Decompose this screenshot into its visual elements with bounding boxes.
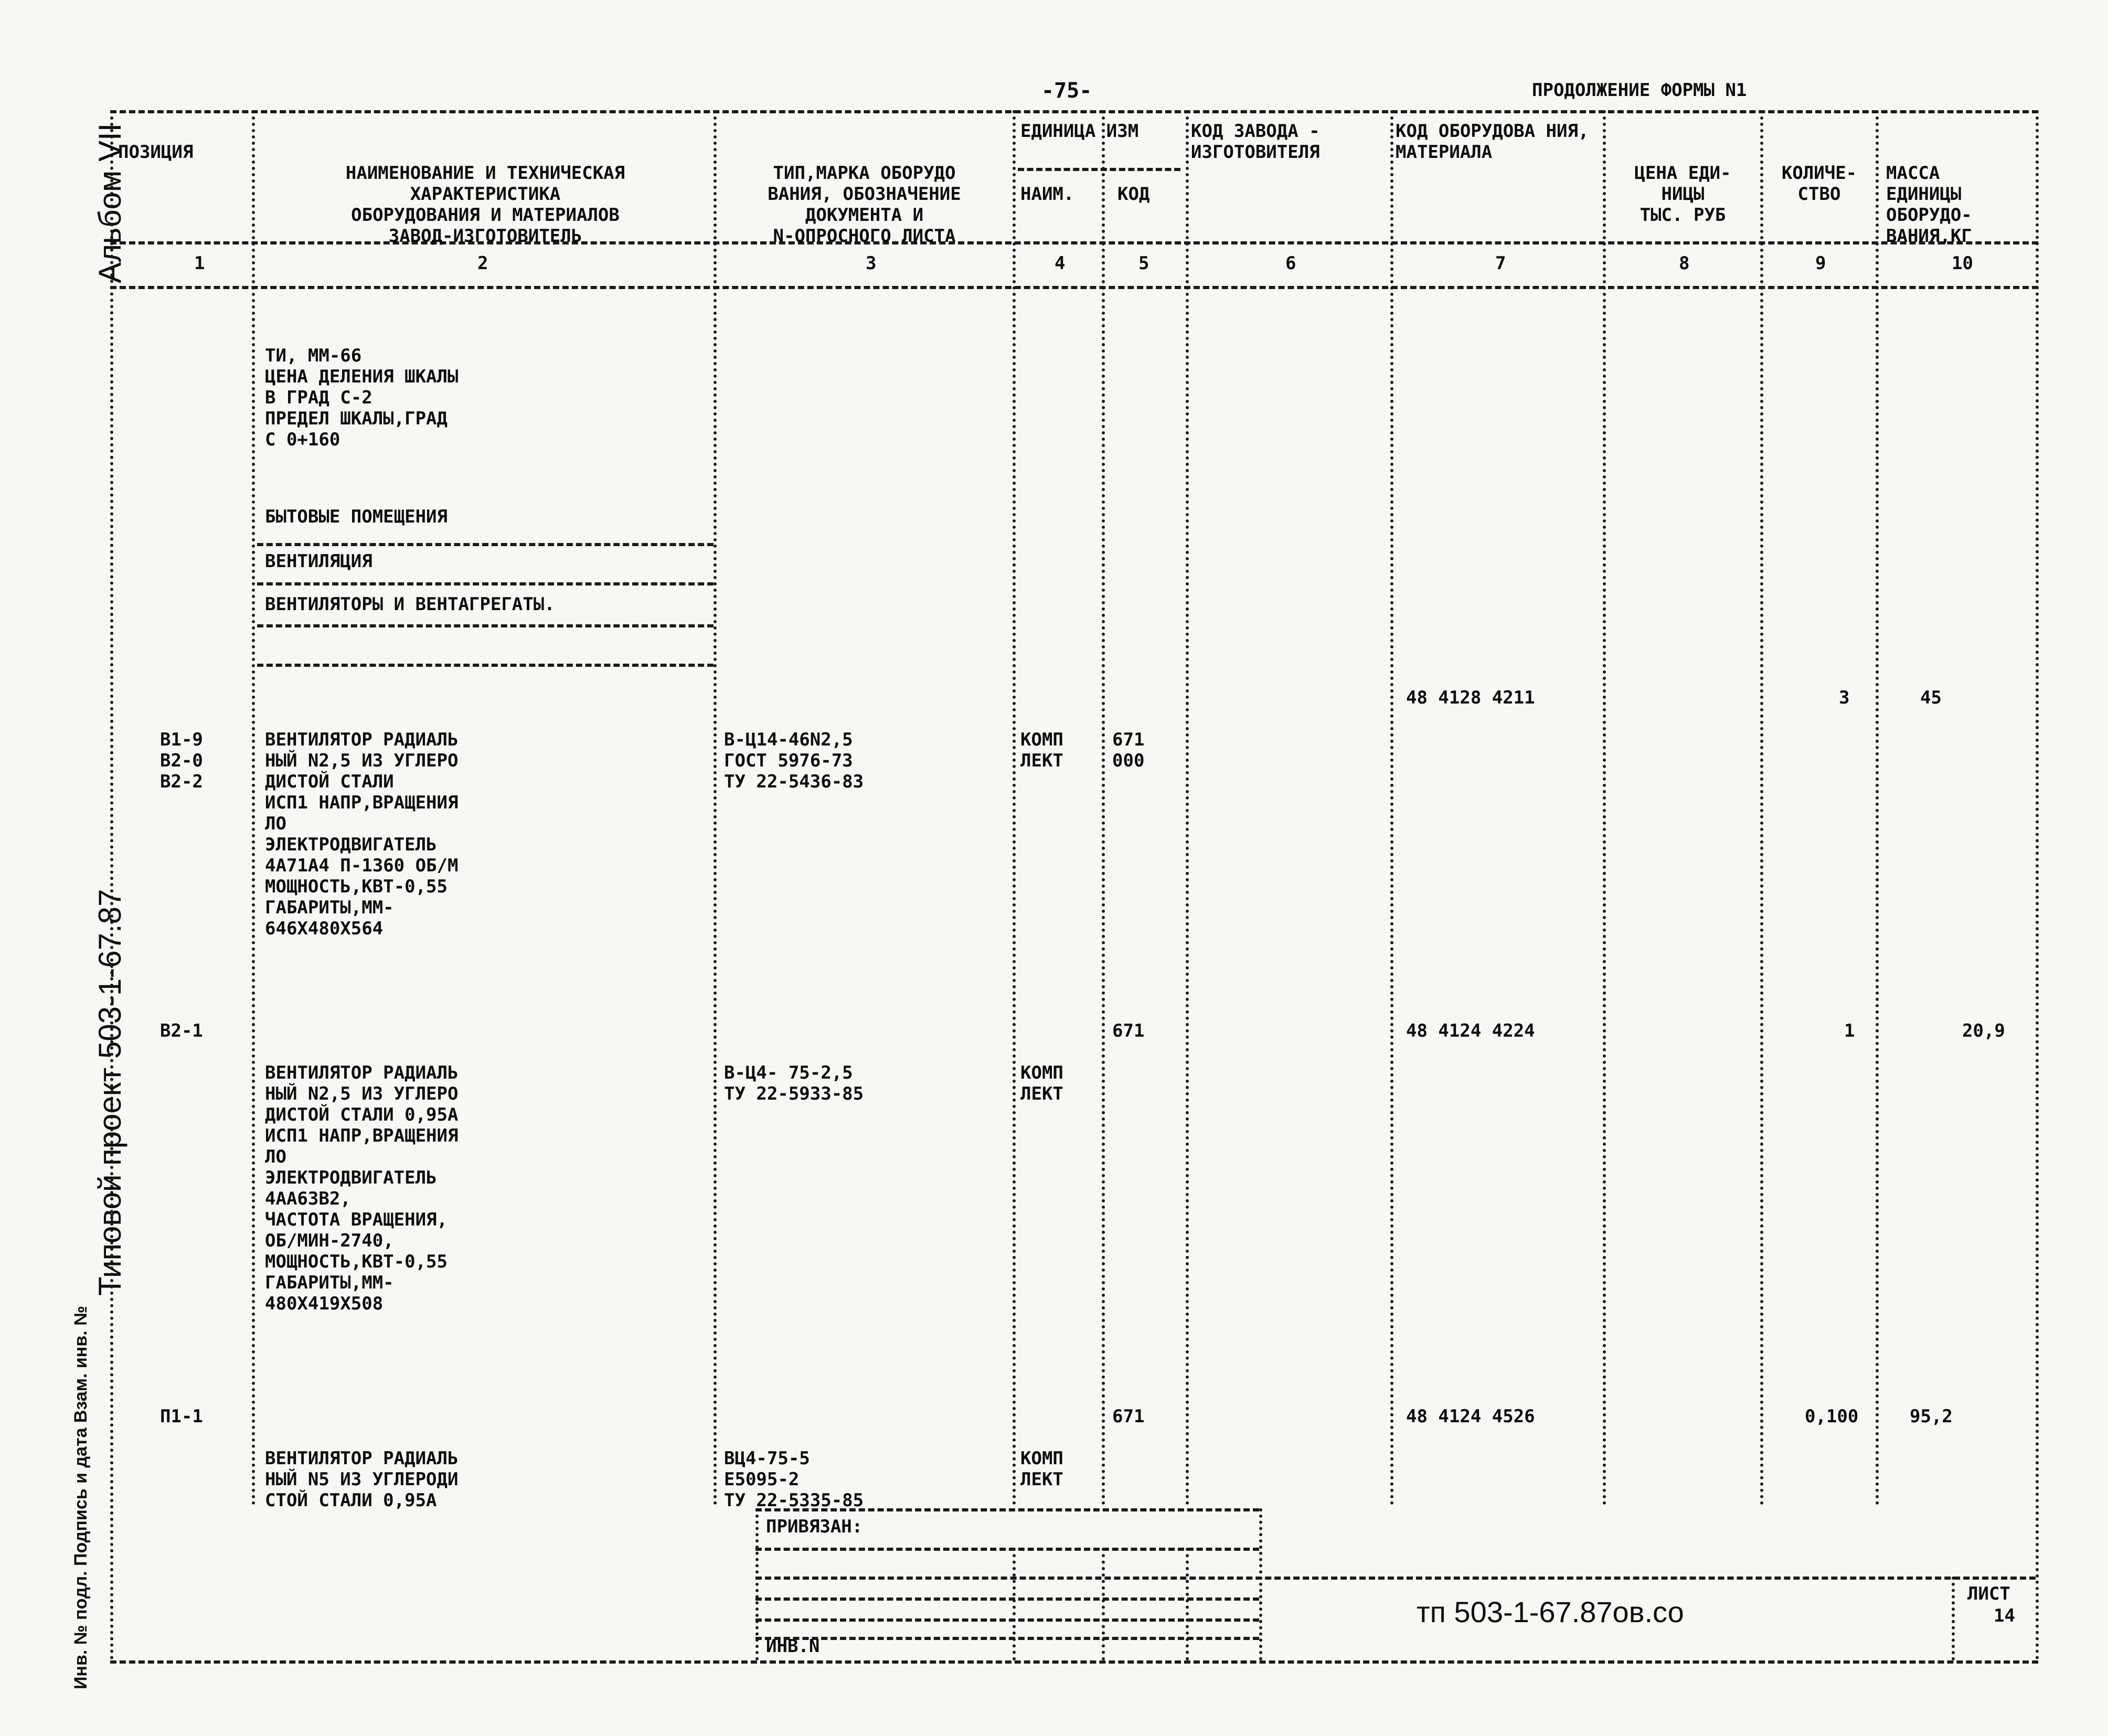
col-rule-7: [1603, 110, 1606, 1506]
row1-unit: КОМП ЛЕКТ: [1020, 729, 1063, 771]
row3-quantity: 0,100: [1805, 1406, 1859, 1427]
row2-code: 671: [1112, 1020, 1145, 1041]
intro-text: ТИ, ММ-66 ЦЕНА ДЕЛЕНИЯ ШКАЛЫ В ГРАД С-2 ПРЕДЕЛ ШКАЛЫ,ГРАД С 0+160: [265, 345, 459, 450]
colnum-10: 10: [1952, 253, 1973, 274]
side-album: Альбом VII: [92, 123, 127, 283]
colnum-3: 3: [866, 253, 877, 274]
row3-unit: КОМП ЛЕКТ: [1020, 1448, 1063, 1490]
colnum-7: 7: [1495, 253, 1506, 274]
section-rule-2: [257, 624, 714, 627]
stamp-vrule-d: [1186, 1548, 1189, 1660]
side-project: Типовой проект 503-1-67.87: [92, 889, 127, 1296]
header-unit-code: КОД: [1117, 184, 1150, 205]
row1-equipment-code: 48 4128 4211: [1406, 687, 1535, 708]
row3-type: ВЦ4-75-5 Е5095-2 ТУ 22-5335-85: [724, 1448, 864, 1511]
rule-unit-split: [1018, 168, 1180, 171]
col-rule-10: [2036, 110, 2039, 1660]
stamp-vrule-b: [1013, 1548, 1016, 1660]
row3-position: П1-1: [160, 1406, 203, 1427]
header-type: ТИП,МАРКА ОБОРУДО ВАНИЯ, ОБОЗНАЧЕНИЕ ДОКУМЕНТА И N-ОПРОСНОГО ЛИСТА: [768, 163, 961, 247]
colnum-2: 2: [477, 253, 488, 274]
stamp-vrule-f: [1952, 1577, 1955, 1660]
colnum-1: 1: [194, 253, 205, 274]
rule-bottom: [110, 1660, 2038, 1664]
row2-name: ВЕНТИЛЯТОР РАДИАЛЬ НЫЙ N2,5 ИЗ УГЛЕРО ДИСТОЙ СТАЛИ 0,95А ИСП1 НАПР,ВРАЩЕНИЯ ЛО ЭЛЕКТРОДВИГАТЕЛЬ 4АА63В2, ЧАСТОТА ВРАЩЕНИЯ, ОБ/МИН-2740, МОЩНОСТЬ,КВТ-0,55 ГАБАРИТЫ,ММ- 480Х419Х508: [265, 1062, 459, 1314]
row3-code: 671: [1112, 1406, 1145, 1427]
document-code: тп 503-1-67.87ов.со: [1417, 1595, 1684, 1628]
row2-type: В-Ц4- 75-2,5 ТУ 22-5933-85: [724, 1062, 864, 1104]
row1-position: В1-9 В2-0 В2-2: [160, 729, 203, 792]
col-rule-9: [1876, 110, 1879, 1506]
stamp-rule-6: [755, 1637, 1259, 1640]
col-rule-3: [1013, 110, 1016, 1506]
page-number: -75-: [1041, 79, 1092, 103]
stamp-inv: ИНВ.N: [766, 1636, 820, 1657]
col-rule-1: [252, 110, 255, 1506]
section-rule-3: [257, 664, 714, 667]
row1-type: В-Ц14-46N2,5 ГОСТ 5976-73 ТУ 22-5436-83: [724, 729, 864, 792]
row2-position: В2-1: [160, 1020, 203, 1041]
header-manufacturer-code: КОД ЗАВОДА - ИЗГОТОВИТЕЛЯ: [1191, 121, 1320, 163]
stamp-rule-2: [755, 1548, 1259, 1551]
sheet-label: ЛИСТ: [1967, 1583, 2010, 1604]
col-rule-6: [1390, 110, 1393, 1506]
colnum-6: 6: [1285, 253, 1296, 274]
colnum-8: 8: [1679, 253, 1690, 274]
col-rule-8: [1760, 110, 1763, 1506]
stamp-linked: ПРИВЯЗАН:: [766, 1516, 863, 1537]
header-unit: ЕДИНИЦА ИЗМ: [1020, 121, 1139, 142]
stamp-rule-5: [755, 1618, 1259, 1622]
row2-unit: КОМП ЛЕКТ: [1020, 1062, 1063, 1104]
rule-top: [110, 110, 2038, 113]
header-mass: МАССА ЕДИНИЦЫ ОБОРУДО- ВАНИЯ,КГ: [1886, 163, 1972, 247]
row3-mass: 95,2: [1910, 1406, 1953, 1427]
header-name: НАИМЕНОВАНИЕ И ТЕХНИЧЕСКАЯ ХАРАКТЕРИСТИКА ОБОРУДОВАНИЯ И МАТЕРИАЛОВ ЗАВОД-ИЗГОТОВИТЕЛЬ: [345, 163, 625, 247]
stamp-rule-1: [755, 1508, 1259, 1511]
row1-mass: 45: [1920, 687, 1942, 708]
header-price: ЦЕНА ЕДИ- НИЦЫ ТЫС. РУБ: [1634, 163, 1731, 226]
section-household: БЫТОВЫЕ ПОМЕЩЕНИЯ: [265, 506, 448, 527]
row2-mass: 20,9: [1962, 1020, 2005, 1041]
col-rule-4: [1102, 110, 1105, 1506]
row3-equipment-code: 48 4124 4526: [1406, 1406, 1535, 1427]
colnum-9: 9: [1815, 253, 1826, 274]
header-equipment-code: КОД ОБОРУДОВА НИЯ, МАТЕРИАЛА: [1396, 121, 1589, 163]
colnum-5: 5: [1138, 253, 1149, 274]
stamp-vrule-c: [1102, 1548, 1105, 1660]
col-rule-2: [714, 110, 717, 1506]
section-fans: ВЕНТИЛЯТОРЫ И ВЕНТАГРЕГАТЫ.: [265, 594, 555, 615]
row1-quantity: 3: [1839, 687, 1850, 708]
section-rule-1b: [257, 582, 714, 585]
row1-name: ВЕНТИЛЯТОР РАДИАЛЬ НЫЙ N2,5 ИЗ УГЛЕРО ДИСТОЙ СТАЛИ ИСП1 НАПР,ВРАЩЕНИЯ ЛО ЭЛЕКТРОДВИГАТЕЛЬ 4А71А4 П-1360 ОБ/М МОЩНОСТЬ,КВТ-0,55 ГАБАРИТЫ,ММ- 646Х480Х564: [265, 729, 459, 939]
row2-equipment-code: 48 4124 4224: [1406, 1020, 1535, 1041]
header-quantity: КОЛИЧЕ- СТВО: [1781, 163, 1857, 205]
rule-under-numbers: [110, 286, 2038, 289]
stamp-rule-3: [755, 1577, 2036, 1580]
continuation-label: ПРОДОЛЖЕНИЕ ФОРМЫ N1: [1532, 80, 1747, 101]
header-position: ПОЗИЦИЯ: [118, 142, 194, 163]
row3-name: ВЕНТИЛЯТОР РАДИАЛЬ НЫЙ N5 ИЗ УГЛЕРОДИ СТОЙ СТАЛИ 0,95А: [265, 1448, 459, 1511]
stamp-vrule-a: [755, 1508, 759, 1660]
header-unit-name: НАИМ.: [1020, 184, 1074, 205]
col-rule-5: [1186, 110, 1189, 1506]
colnum-4: 4: [1055, 253, 1066, 274]
sheet-number: 14: [1994, 1605, 2015, 1626]
side-stamp: Инв. № подл. Подпись и дата Взам. инв. №: [71, 1305, 91, 1689]
stamp-rule-4: [755, 1597, 1259, 1601]
col-rule-0: [110, 110, 113, 1660]
row2-quantity: 1: [1844, 1020, 1855, 1041]
row1-code: 671 000: [1112, 729, 1145, 771]
section-rule-1a: [257, 543, 714, 546]
section-ventilation: ВЕНТИЛЯЦИЯ: [265, 551, 372, 572]
stamp-vrule-e: [1259, 1508, 1262, 1660]
